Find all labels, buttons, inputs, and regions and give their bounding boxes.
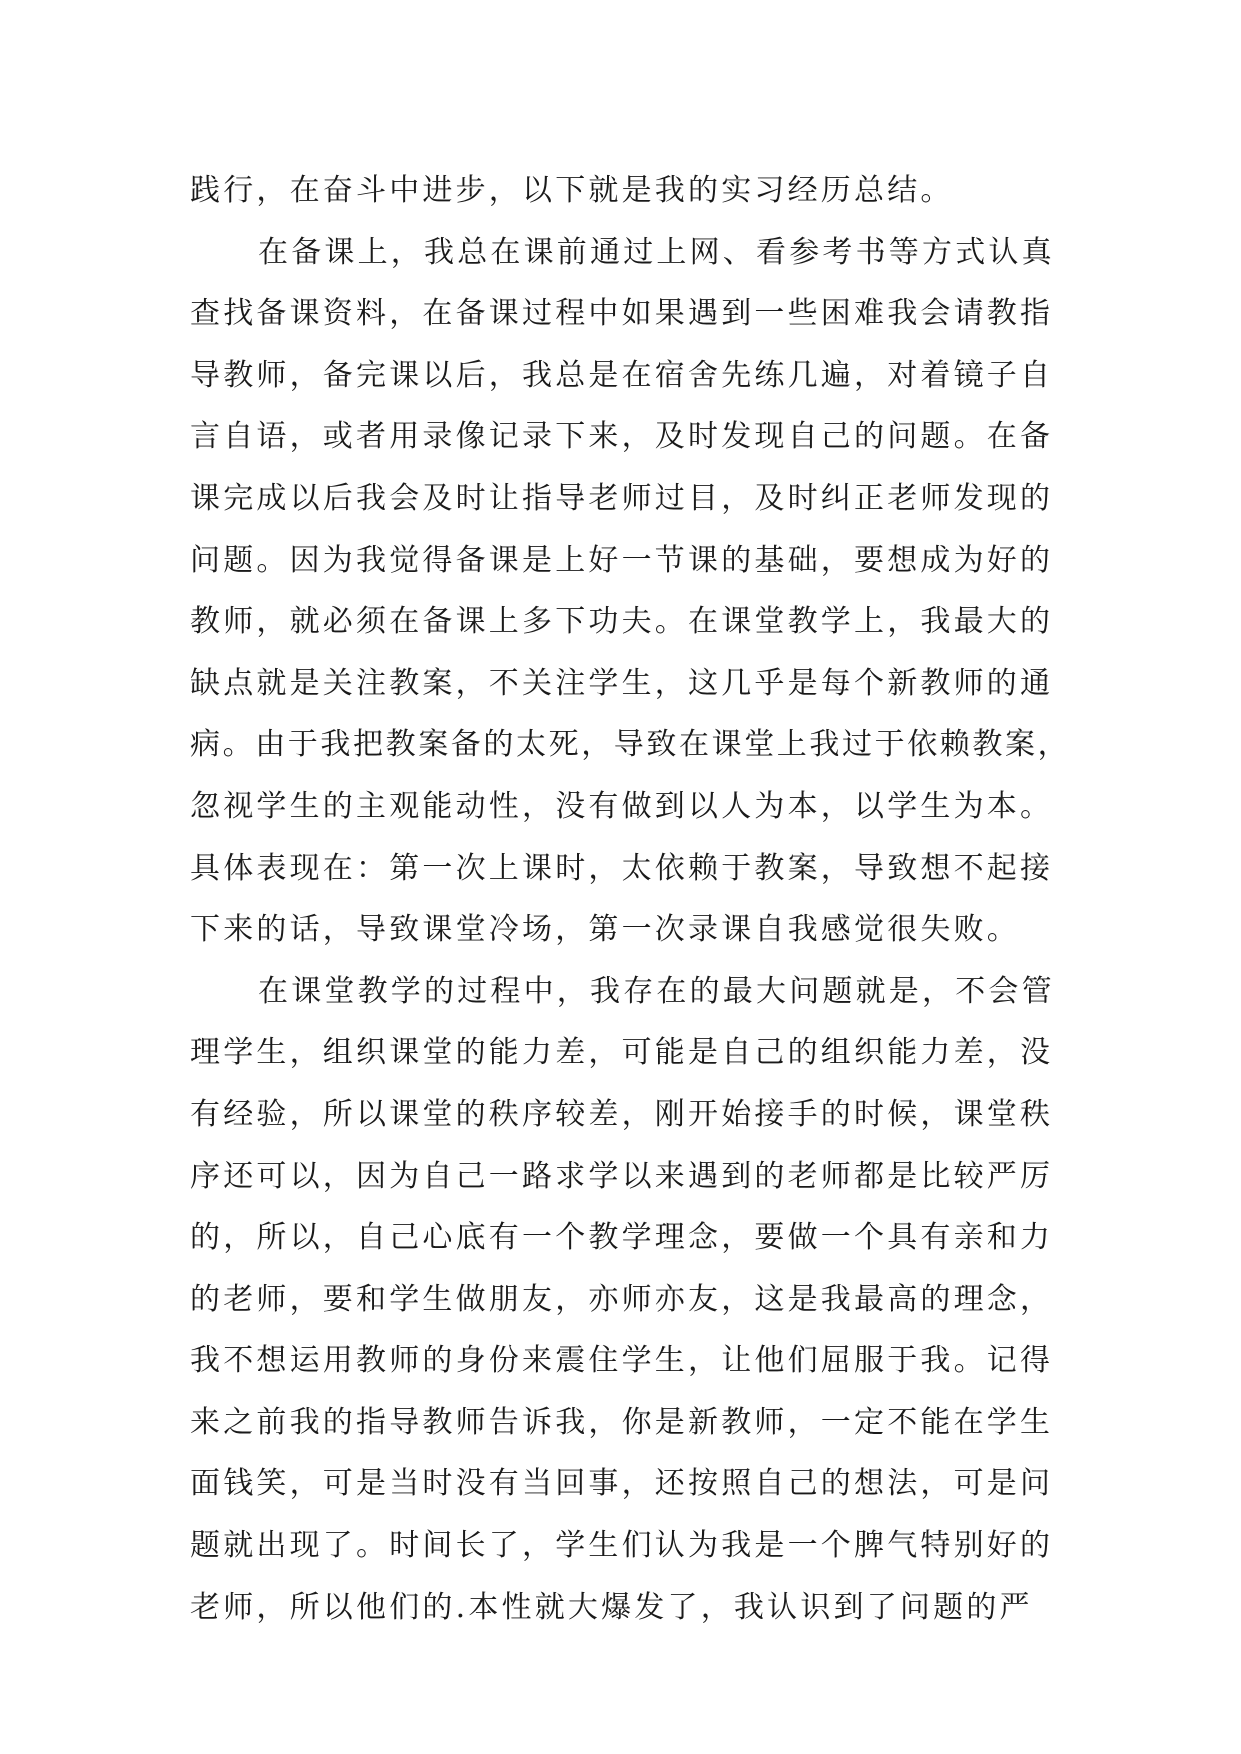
text-line: 言自语，或者用录像记录下来，及时发现自己的问题。在备: [190, 419, 1054, 455]
text-line: 教师，就必须在备课上多下功夫。在课堂教学上，我最大的: [190, 604, 1054, 640]
text-line: 老师，所以他们的.本性就大爆发了，我认识到了问题的严: [190, 1589, 1033, 1625]
paragraph-start-line: 在课堂教学的过程中，我存在的最大问题就是，不会管: [258, 973, 1055, 1009]
text-line: 序还可以，因为自己一路求学以来遇到的老师都是比较严厉: [190, 1158, 1054, 1194]
text-line: 具体表现在：第一次上课时，太依赖于教案，导致想不起接: [190, 850, 1054, 886]
text-line: 的，所以，自己心底有一个教学理念，要做一个具有亲和力: [190, 1220, 1054, 1256]
text-line: 查找备课资料，在备课过程中如果遇到一些困难我会请教指: [190, 296, 1054, 332]
text-line: 问题。因为我觉得备课是上好一节课的基础，要想成为好的: [190, 542, 1054, 578]
text-line: 面钱笑，可是当时没有当回事，还按照自己的想法，可是问: [190, 1466, 1054, 1502]
text-line: 的老师，要和学生做朋友，亦师亦友，这是我最高的理念，: [190, 1281, 1054, 1317]
text-line: 践行，在奋斗中进步，以下就是我的实习经历总结。: [190, 173, 954, 208]
text-line: 有经验，所以课堂的秩序较差，刚开始接手的时候，课堂秩: [190, 1096, 1054, 1132]
text-line: 忽视学生的主观能动性，没有做到以人为本，以学生为本。: [190, 788, 1054, 824]
text-line: 题就出现了。时间长了，学生们认为我是一个脾气特别好的: [190, 1528, 1054, 1564]
paragraph-start-line: 在备课上，我总在课前通过上网、看参考书等方式认真: [258, 234, 1055, 270]
text-line: 病。由于我把教案备的太死，导致在课堂上我过于依赖教案，: [190, 727, 1071, 763]
text-line: 理学生，组织课堂的能力差，可能是自己的组织能力差，没: [190, 1035, 1054, 1071]
text-line: 导教师，备完课以后，我总是在宿舍先练几遍，对着镜子自: [190, 357, 1054, 393]
document-body: [190, 160, 1070, 1638]
text-line: 来之前我的指导教师告诉我，你是新教师，一定不能在学生: [190, 1404, 1054, 1440]
text-line: 缺点就是关注教案，不关注学生，这几乎是每个新教师的通: [190, 665, 1054, 701]
text-line: 下来的话，导致课堂冷场，第一次录课自我感觉很失败。: [190, 912, 1020, 948]
text-line: 课完成以后我会及时让指导老师过目，及时纠正老师发现的: [190, 480, 1054, 516]
text-line: 我不想运用教师的身份来震住学生，让他们屈服于我。记得: [190, 1343, 1054, 1379]
